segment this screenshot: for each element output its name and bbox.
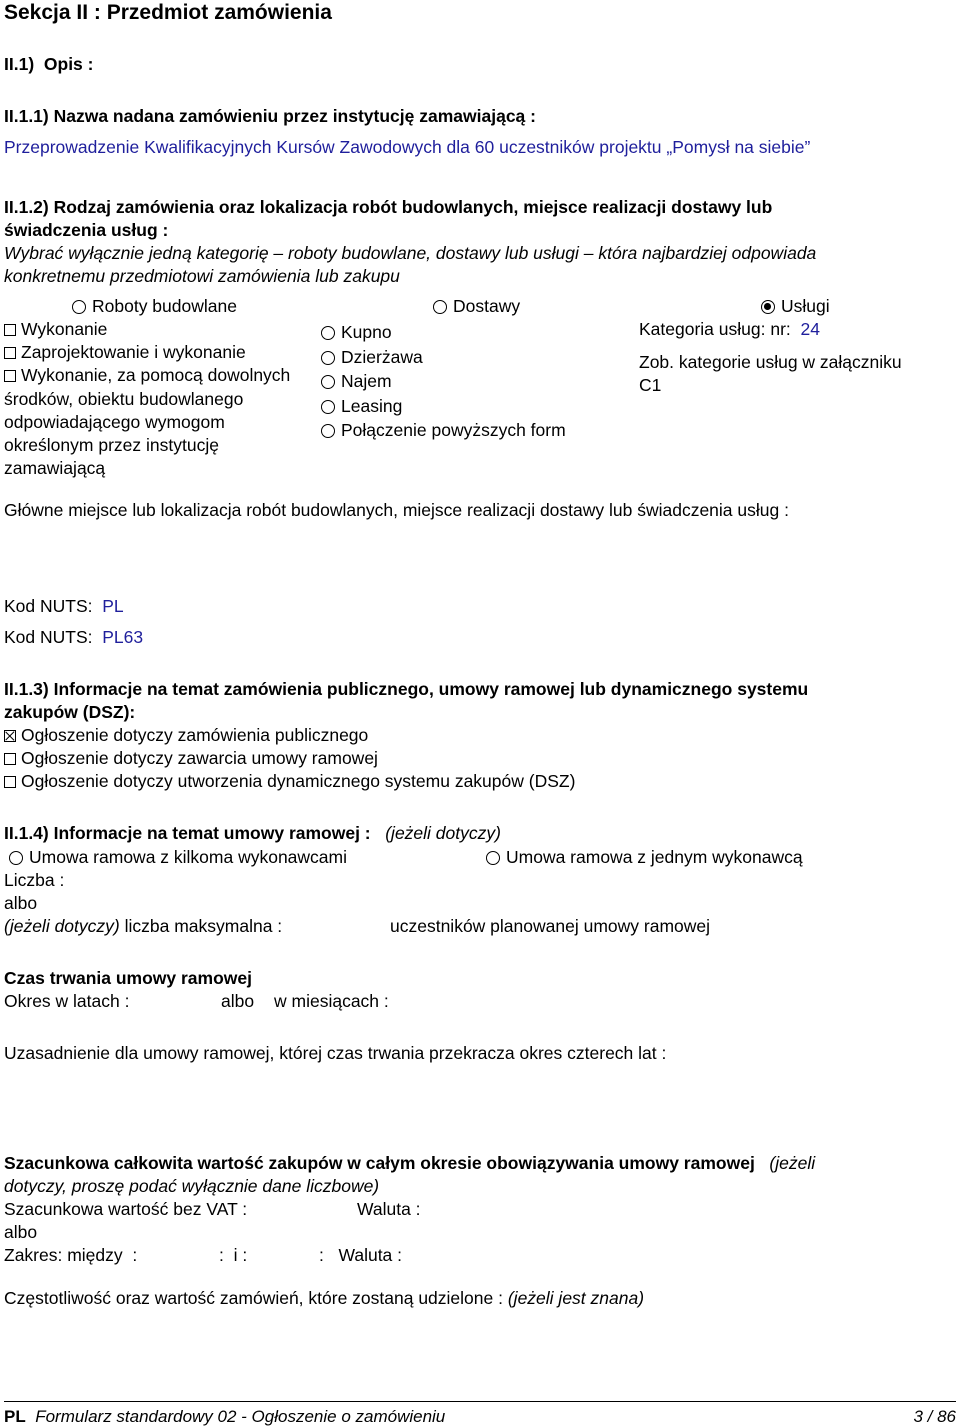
- category-works: [72, 296, 237, 317]
- years-label: Okres w latach :: [4, 991, 130, 1011]
- notice-type-option: Ogłoszenie dotyczy zamówienia publicznego: [4, 725, 368, 746]
- max-participants-row: (jeżeli dotyczy) liczba maksymalna :: [4, 916, 283, 936]
- services-category: [639, 319, 820, 340]
- nuts-label: Kod NUTS:: [4, 596, 93, 616]
- category-services: [761, 296, 830, 317]
- nuts-code-value: PL: [102, 596, 124, 616]
- count-label: Liczba :: [4, 870, 65, 890]
- footer-lang: PL: [4, 1407, 26, 1426]
- months-label: w miesiącach :: [274, 991, 389, 1011]
- nuts-label: Kod NUTS:: [4, 627, 93, 647]
- range-label: Zakres: między :: [4, 1245, 138, 1265]
- checkbox-empty-icon: [4, 776, 16, 788]
- category-services-label: Usługi: [781, 296, 830, 316]
- section-ii1-number: II.1): [4, 54, 35, 74]
- checkbox-empty-icon: [4, 347, 16, 359]
- value-or-label: albo: [4, 1222, 38, 1242]
- works-option-3-continuation: środków, obiektu budowlanego odpowiadającego wymogom określonym przez instytucję zamawiającą: [4, 389, 244, 478]
- contract-name-value: Przeprowadzenie Kwalifikacyjnych Kursów Zawodowych dla 60 uczestników projektu „Pomysł na siebie”: [4, 137, 811, 157]
- category-supplies-label: Dostawy: [453, 296, 521, 316]
- nuts-code-value: PL63: [102, 627, 144, 647]
- total-value-heading-line1: Szacunkowa całkowita wartość zakupów w całym okresie obowiązywania umowy ramowej (jeżeli: [4, 1153, 816, 1173]
- section-title: Sekcja II : Przedmiot zamówienia: [4, 1, 332, 24]
- duration-or-label: albo: [221, 991, 255, 1011]
- notice-type-option: Ogłoszenie dotyczy utworzenia dynamicznego systemu zakupów (DSZ): [4, 771, 575, 792]
- range-currency-label: : Waluta :: [319, 1245, 403, 1265]
- supplies-option: Połączenie powyższych form: [321, 418, 566, 443]
- checkbox-empty-icon: [4, 753, 16, 765]
- radio-unchecked-icon: [72, 300, 86, 314]
- section-ii12-heading-line2: świadczenia usług :: [4, 220, 169, 240]
- participants-label: uczestników planowanej umowy ramowej: [390, 916, 711, 936]
- section-ii1-label: Opis :: [43, 54, 94, 74]
- checkbox-checked-icon: [4, 730, 16, 742]
- location-label: Główne miejsce lub lokalizacja robót budowlanych, miejsce realizacji dostawy lub świadczenia usług :: [4, 500, 789, 520]
- framework-single-option: Umowa ramowa z jednym wykonawcą: [486, 847, 803, 868]
- category-instruction-line1: Wybrać wyłącznie jedną kategorię – roboty budowlane, dostawy lub usługi – która najbardziej odpowiada: [4, 243, 817, 263]
- services-note-line1: Zob. kategorie usług w załączniku: [639, 352, 902, 372]
- supplies-option: Leasing: [321, 394, 566, 419]
- duration-heading: Czas trwania umowy ramowej: [4, 968, 252, 988]
- supplies-option: Najem: [321, 369, 566, 394]
- checkbox-empty-icon: [4, 370, 16, 382]
- radio-unchecked-icon: [321, 351, 335, 365]
- radio-unchecked-icon: [433, 300, 447, 314]
- supplies-options: [321, 320, 566, 443]
- notice-type-option: Ogłoszenie dotyczy zawarcia umowy ramowej: [4, 748, 378, 769]
- total-value-note-line2: dotyczy, proszę podać wyłącznie dane liczbowe): [4, 1176, 380, 1196]
- services-category-label: Kategoria usług: nr:: [639, 319, 791, 339]
- category-instruction-line2: konkretnemu przedmiotowi zamówienia lub zakupu: [4, 266, 400, 286]
- footer-form-name: Formularz standardowy 02 - Ogłoszenie o zamówieniu: [35, 1407, 446, 1426]
- checkbox-empty-icon: [4, 324, 16, 336]
- services-category-value: 24: [800, 319, 820, 339]
- supplies-option: Dzierżawa: [321, 345, 566, 370]
- radio-unchecked-icon: [321, 326, 335, 340]
- radio-checked-icon: [761, 300, 775, 314]
- or-label: albo: [4, 893, 38, 913]
- works-option-3: Wykonanie, za pomocą dowolnych: [4, 365, 290, 386]
- radio-unchecked-icon: [486, 851, 500, 865]
- radio-unchecked-icon: [9, 851, 23, 865]
- section-ii13-heading-line2: zakupów (DSZ):: [4, 702, 136, 722]
- section-ii13-heading-line1: II.1.3) Informacje na temat zamówienia publicznego, umowy ramowej lub dynamicznego systemu: [4, 679, 809, 699]
- category-works-label: Roboty budowlane: [92, 296, 237, 316]
- section-ii1-heading: [4, 54, 93, 75]
- works-option-2: Zaprojektowanie i wykonanie: [4, 342, 246, 363]
- range-and-label: : i :: [219, 1245, 248, 1265]
- justification-label: Uzasadnienie dla umowy ramowej, której czas trwania przekracza okres czterech lat :: [4, 1043, 667, 1063]
- services-note-line2: C1: [639, 375, 662, 395]
- works-option-1: Wykonanie: [4, 319, 107, 340]
- nuts-code-row: [4, 596, 124, 617]
- nuts-code-row: [4, 627, 143, 648]
- section-ii14-heading: II.1.4) Informacje na temat umowy ramowej : (jeżeli dotyczy): [4, 823, 501, 843]
- footer-page-number: 3 / 86: [913, 1407, 956, 1426]
- currency-label: Waluta :: [357, 1199, 421, 1219]
- supplies-option: Kupno: [321, 320, 566, 345]
- footer-left: [4, 1407, 445, 1427]
- radio-unchecked-icon: [321, 424, 335, 438]
- frequency-row: Częstotliwość oraz wartość zamówień, które zostaną udzielone : (jeżeli jest znana): [4, 1288, 645, 1308]
- radio-unchecked-icon: [321, 375, 335, 389]
- framework-multi-option: Umowa ramowa z kilkoma wykonawcami: [9, 847, 347, 868]
- section-ii12-heading-line1: II.1.2) Rodzaj zamówienia oraz lokalizacja robót budowlanych, miejsce realizacji dostawy lub: [4, 197, 773, 217]
- estimated-value-label: Szacunkowa wartość bez VAT :: [4, 1199, 248, 1219]
- radio-unchecked-icon: [321, 400, 335, 414]
- section-ii11-heading: II.1.1) Nazwa nadana zamówieniu przez instytucję zamawiającą :: [4, 106, 536, 126]
- category-supplies: [433, 296, 520, 317]
- footer-divider: [4, 1401, 956, 1402]
